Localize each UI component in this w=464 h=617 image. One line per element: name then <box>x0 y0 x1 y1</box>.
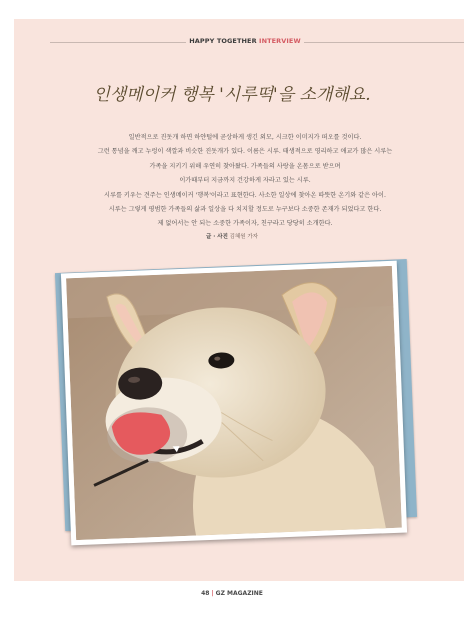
body-line: 그런 통념을 깨고 누렁이 색깔과 비슷한 진돗개가 있다. 이름은 시루. 태생적으로 영리하고 애교가 많은 시루는 <box>97 148 393 156</box>
page-number: 48 <box>201 590 210 597</box>
credit-label: 글 · 사진 <box>206 234 228 240</box>
header-rule-right <box>304 42 464 43</box>
header-rule-left <box>50 42 186 43</box>
body-line: 제 없어서는 안 되는 소중한 가족이자, 친구라고 당당히 소개한다. <box>157 220 333 228</box>
article-credit <box>0 232 464 240</box>
body-line: 일반적으로 진돗개 하면 하얀털에 곧상하게 생긴 외모, 시크한 이미지가 떠오를 것이다. <box>128 134 362 141</box>
kicker-prefix: HAPPY TOGETHER <box>189 37 257 45</box>
body-line: 가족을 지키기 위해 우연히 찾아왔다. 가족들의 사랑을 온몸으로 받으며 <box>149 162 341 170</box>
body-line: 이가때부터 지금까지 건강하게 자라고 있는 시루. <box>179 177 311 185</box>
kicker-accent: INTERVIEW <box>259 37 301 45</box>
magazine-name: GZ MAGAZINE <box>215 590 263 597</box>
article-title: 인생메이커 행복 '시루떡'을 소개해요. <box>93 85 371 105</box>
footer-separator: | <box>211 590 214 597</box>
body-line: 시루는 그렇게 평범한 가족들의 삶과 일상을 다 치지할 정도로 누구보다 소중한 존재가 되었다고 한다. <box>108 206 382 214</box>
page-footer <box>0 590 464 597</box>
body-line: 시루를 키우는 견주는 인생메이커 '행복'이라고 표현한다. 사소한 일상에 찾아온 따뜻한 온기와 같은 아이. <box>104 191 386 199</box>
dog-photo <box>61 261 407 546</box>
article-body <box>40 131 450 232</box>
section-kicker <box>186 37 304 45</box>
credit-name: 김혜원 가자 <box>229 234 258 240</box>
dog-illustration <box>66 266 402 540</box>
